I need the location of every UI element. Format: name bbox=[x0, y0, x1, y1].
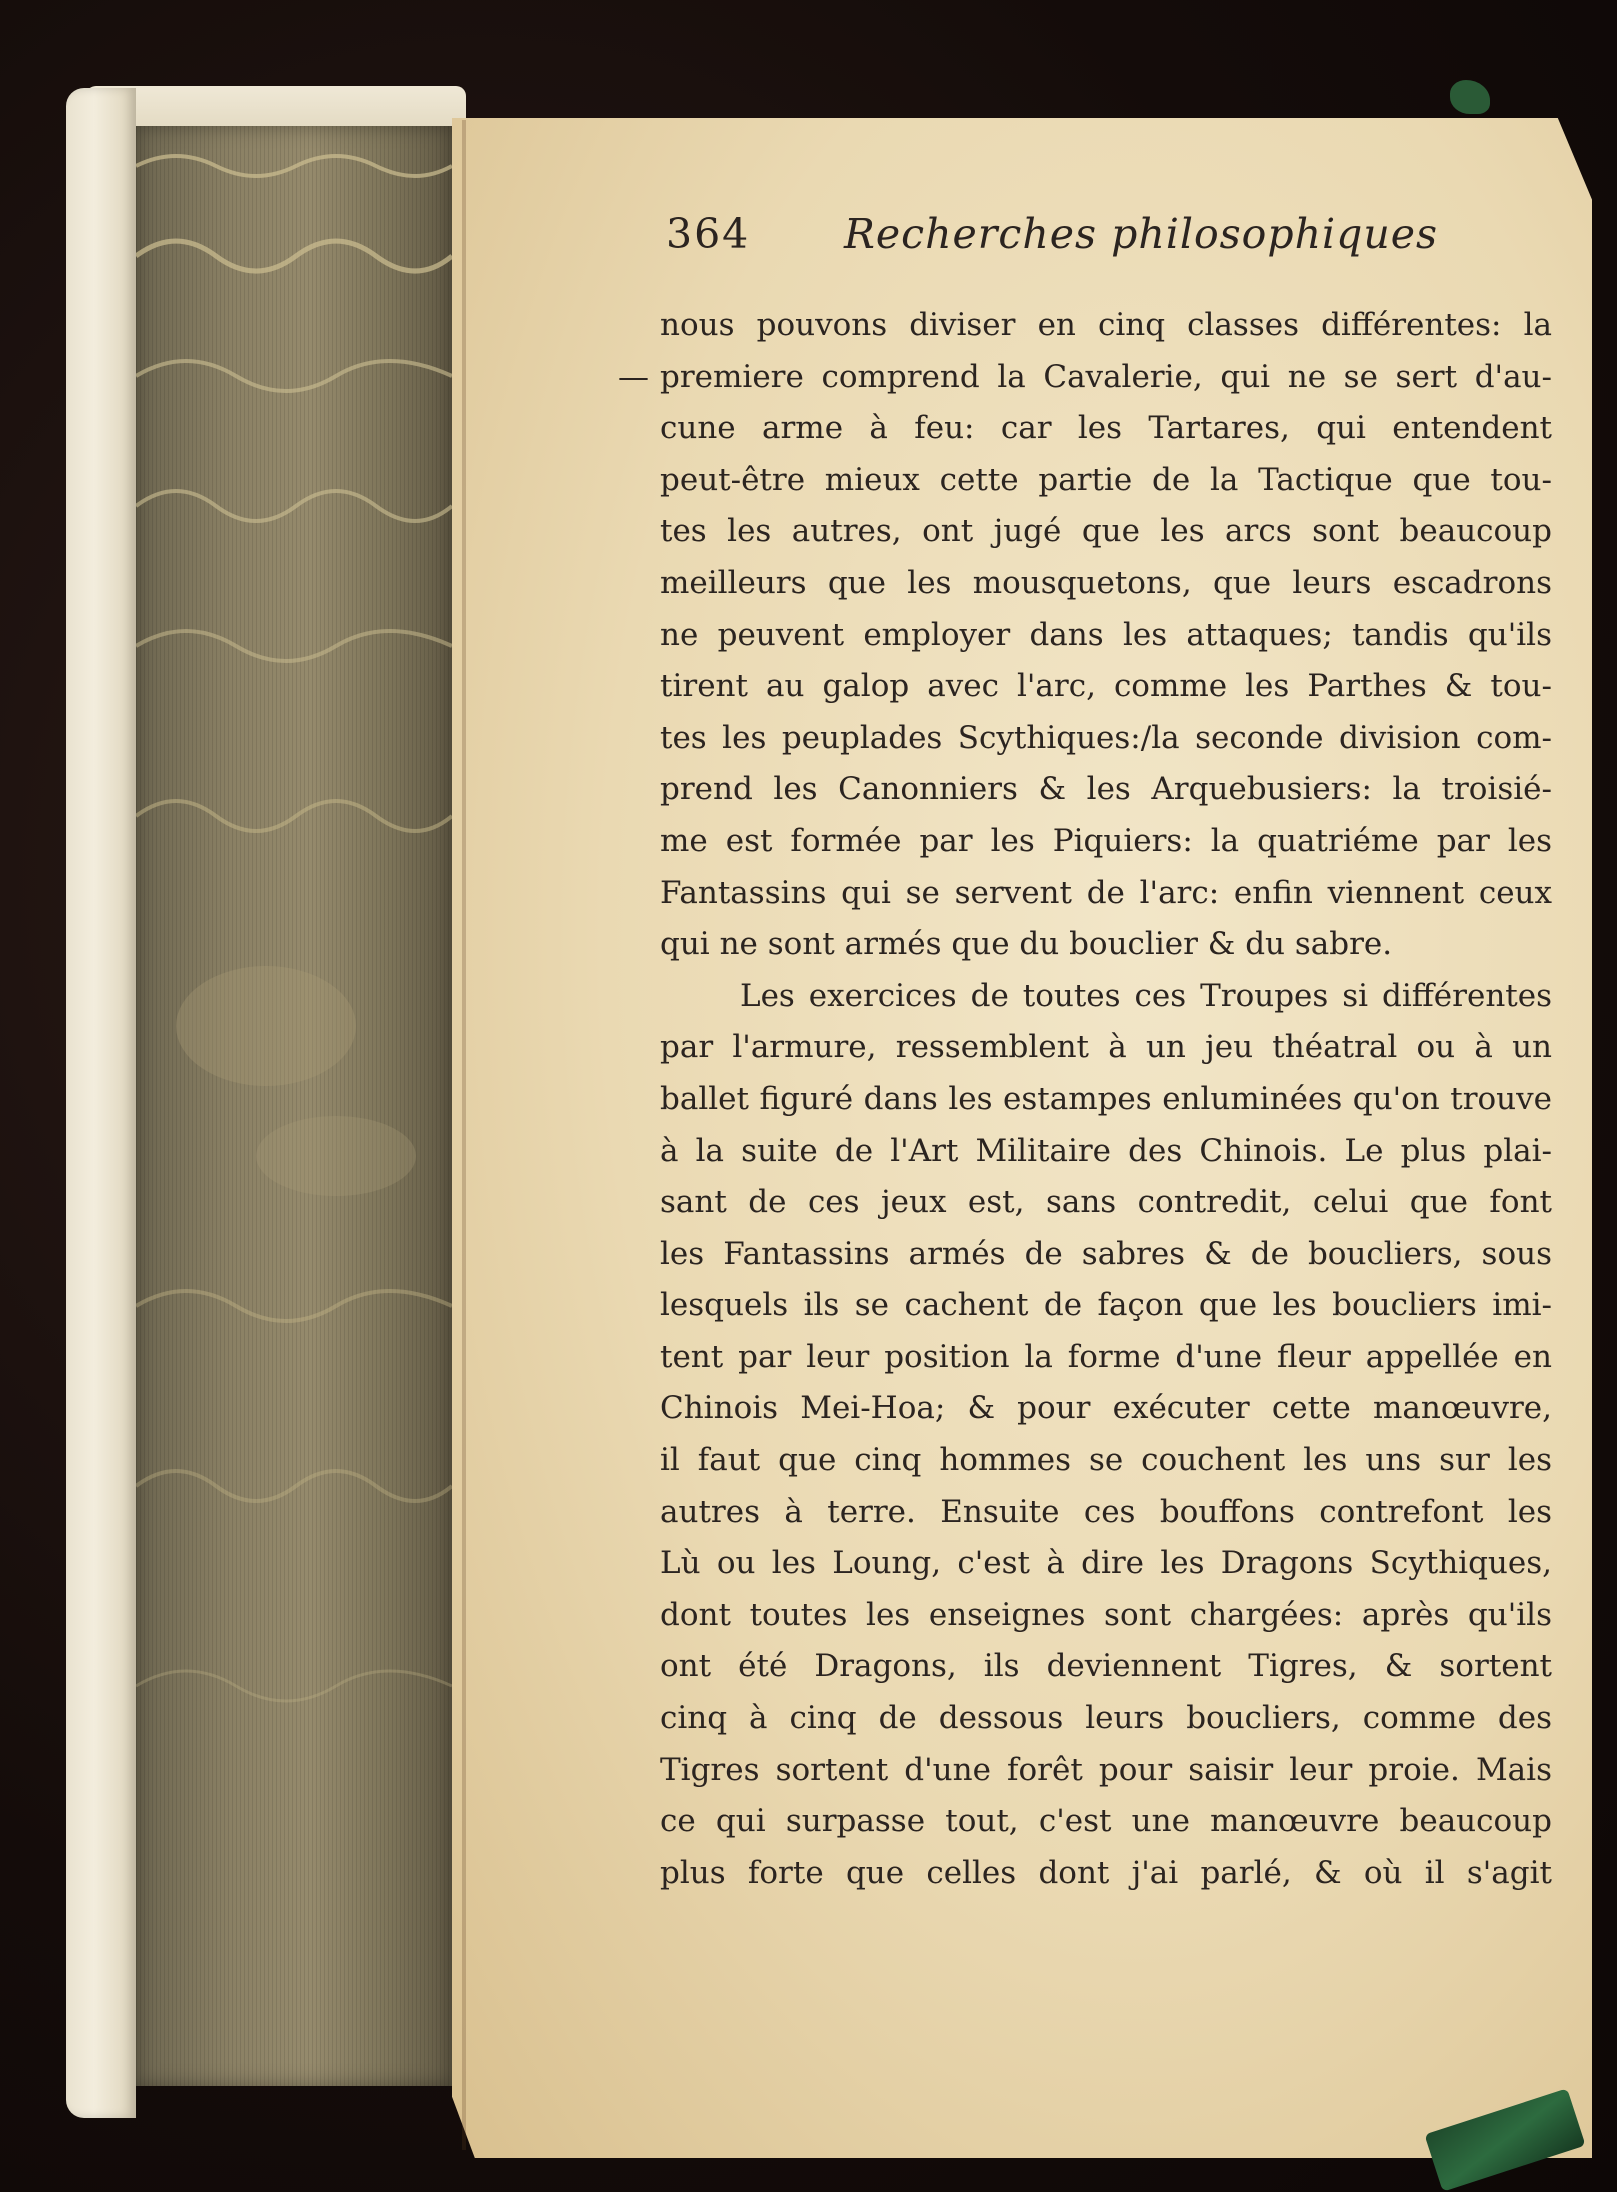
text-line: par l'armure, ressemblent à un jeu théatral ou à un bbox=[660, 1029, 1552, 1066]
text-line: me est formée par les Piquiers: la quatriéme par les bbox=[660, 822, 1552, 859]
running-head: Recherches philosophiques bbox=[844, 210, 1439, 258]
fore-edge-page-block bbox=[136, 126, 452, 2086]
text-line: peut-être mieux cette partie de la Tactique que tou- bbox=[660, 461, 1552, 498]
margin-annotation-mark: — bbox=[618, 358, 649, 395]
text-line: sant de ces jeux est, sans contredit, celui que font bbox=[660, 1184, 1552, 1221]
text-line: il faut que cinq hommes se couchent les uns sur les bbox=[660, 1442, 1552, 1479]
page-number: 364 bbox=[666, 210, 751, 258]
body-text bbox=[618, 282, 1552, 1899]
text-line: les Fantassins armés de sabres & de boucliers, sous bbox=[660, 1235, 1552, 1272]
ribbon-top bbox=[1450, 80, 1490, 114]
text-line: ballet figuré dans les estampes enluminées qu'on trouve bbox=[660, 1080, 1552, 1117]
text-line: prend les Canonniers & les Arquebusiers: la troisié- bbox=[660, 771, 1552, 808]
text-line: plus forte que celles dont j'ai parlé, & où il s'agit bbox=[660, 1854, 1552, 1891]
page-header bbox=[660, 210, 1552, 282]
text-line: dont toutes les enseignes sont chargées: après qu'ils bbox=[660, 1596, 1552, 1633]
marbled-edge-pattern bbox=[136, 126, 452, 2086]
text-line: lesquels ils se cachent de façon que les boucliers imi- bbox=[660, 1287, 1552, 1324]
text-line: Fantassins qui se servent de l'arc: enfin viennent ceux bbox=[660, 874, 1552, 911]
text-line: Lù ou les Loung, c'est à dire les Dragons Scythiques, bbox=[660, 1545, 1552, 1582]
text-line: qui ne sont armés que du bouclier & du sabre. bbox=[660, 926, 1393, 963]
paragraph-1 bbox=[660, 300, 1552, 971]
text-line: autres à terre. Ensuite ces bouffons contrefont les bbox=[660, 1493, 1552, 1530]
text-line: meilleurs que les mousquetons, que leurs escadrons bbox=[660, 564, 1552, 601]
page-gutter-shadow bbox=[462, 120, 466, 2150]
text-line: cinq à cinq de dessous leurs boucliers, comme des bbox=[660, 1700, 1552, 1737]
text-line: tes les autres, ont jugé que les arcs sont beaucoup bbox=[660, 513, 1552, 550]
text-line: Les exercices de toutes ces Troupes si différentes bbox=[740, 977, 1552, 1014]
text-line: ce qui surpasse tout, c'est une manœuvre beaucoup bbox=[660, 1803, 1552, 1840]
text-line: Chinois Mei-Hoa; & pour exécuter cette manœuvre, bbox=[660, 1390, 1552, 1427]
vellum-cover-spine bbox=[66, 88, 136, 2118]
text-line: ont été Dragons, ils deviennent Tigres, & sortent bbox=[660, 1648, 1552, 1685]
text-line: cune arme à feu: car les Tartares, qui entendent bbox=[660, 410, 1552, 447]
text-line: tent par leur position la forme d'une fleur appellée en bbox=[660, 1338, 1552, 1375]
paragraph-2 bbox=[660, 971, 1552, 1900]
text-line: nous pouvons diviser en cinq classes différentes: la bbox=[660, 307, 1552, 343]
vellum-cover-top bbox=[86, 86, 466, 130]
text-line: premiere comprend la Cavalerie, qui ne se sert d'au- bbox=[660, 358, 1552, 395]
text-line: tes les peuplades Scythiques:/la seconde division com- bbox=[660, 719, 1552, 756]
text-line: ne peuvent employer dans les attaques; tandis qu'ils bbox=[660, 616, 1552, 653]
text-line: Tigres sortent d'une forêt pour saisir leur proie. Mais bbox=[660, 1751, 1552, 1788]
text-line: à la suite de l'Art Militaire des Chinois. Le plus plai- bbox=[660, 1132, 1552, 1169]
page-text-block bbox=[618, 210, 1552, 1899]
text-line: tirent au galop avec l'arc, comme les Parthes & tou- bbox=[660, 668, 1552, 705]
